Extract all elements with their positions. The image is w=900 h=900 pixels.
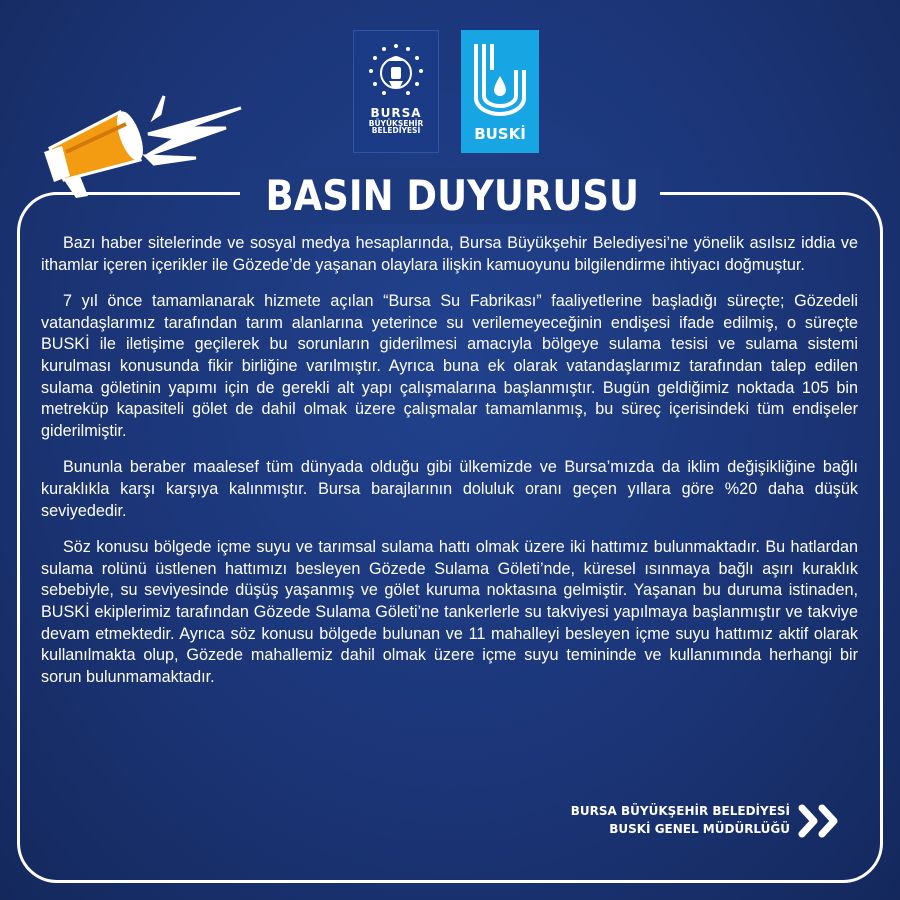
bursa-seal-icon [366, 41, 426, 101]
buski-label: BUSKİ [474, 125, 526, 143]
signature [500, 802, 790, 838]
paragraph-3: Bununla beraber maalesef tüm dünyada olduğu gibi ülkemizde ve Bursa’mızda da iklim değişikliğine bağlı kuraklıkla karşı karşıya kalınmıştır. Bursa barajlarının doluluk oranı geçen yıllara göre %20 daha düşük seviyededir. [41, 458, 858, 520]
logo-line-3: BELEDİYESİ [371, 126, 421, 136]
bursa-municipality-logo [353, 30, 439, 153]
double-chevron-right-icon [796, 803, 846, 839]
title-box [240, 168, 660, 224]
signature-line-2: BUSKİ GENEL MÜDÜRLÜĞÜ [609, 822, 790, 836]
megaphone-icon [36, 88, 256, 208]
paragraph-2: 7 yıl önce tamamlanarak hizmete açılan “Bursa Su Fabrikası” faaliyetlerine başladığı süreçte; Gözedeli vatandaşlarımız tarafından tarım alanlarına yeterince su verilemeyeceğinin endişesi ifade edilmiş, o süreçte BUSKİ ile iletişime geçilerek bu sorunların giderilmesi amacıyla bölgeye sulama tesisi ve sulama sistemi kurulması konusunda fikir birliğine varılmıştır. Ayrıca buna ek olarak vatandaşlarımız tarafından talep edilen sulama göletinin yapımı için de gerekli alt yapı çalışmalarına başlanmıştır. Bugün geldiğimiz noktada 105 bin metreküp kapasiteli gölet de dahil olmak üzere çalışmalar tamamlanmış, bu süreç içerisindeki tüm endişeler giderilmiştir. [41, 292, 858, 440]
paragraph-4: Söz konusu bölgede içme suyu ve tarımsal sulama hattı olmak üzere iki hattımız bulunmaktadır. Bu hatlardan sulama rolünü üstlenen hattımızı besleyen Gözede Sulama Göleti’nde, küresel ısınmaya bağlı aşırı kuraklık sebebiyle, su seviyesinde düşüş yaşanmış ve gölet kuruma noktasına gelmiştir. Yaşanan bu duruma istinaden, BUSKİ ekiplerimiz tarafından Gözede Sulama Göleti’ne tankerlerle su takviyesi yapılmaya başlanmıştır ve takviye devam etmektedir. Ayrıca söz konusu bölgede bulunan ve 11 mahalleyi besleyen içme suyu hattımız aktif olarak kullanılmakta olup, Gözede mahallemiz dahil olmak üzere içme suyu temininde ve kullanımında herhangi bir sorun bulunmamaktadır. [41, 538, 858, 686]
buski-water-drop-icon [470, 40, 530, 118]
paragraph-1: Bazı haber sitelerinde ve sosyal medya hesaplarında, Bursa Büyükşehir Belediyesi’ne yönelik asılsız iddia ve ithamlar içeren içerikler ile Gözede’de yaşanan olaylara ilişkin kamuoyunu bilgilendirme ihtiyacı doğmuştur. [41, 234, 858, 274]
page-title: BASIN DUYURUSU [265, 171, 639, 220]
announcement-body [41, 233, 858, 703]
logo-line-1: BURSA [370, 106, 422, 120]
logo-line-2: BÜYÜKŞEHİR [368, 118, 424, 128]
signature-line-1: BURSA BÜYÜKŞEHİR BELEDİYESİ [570, 804, 790, 818]
buski-logo [461, 30, 539, 153]
